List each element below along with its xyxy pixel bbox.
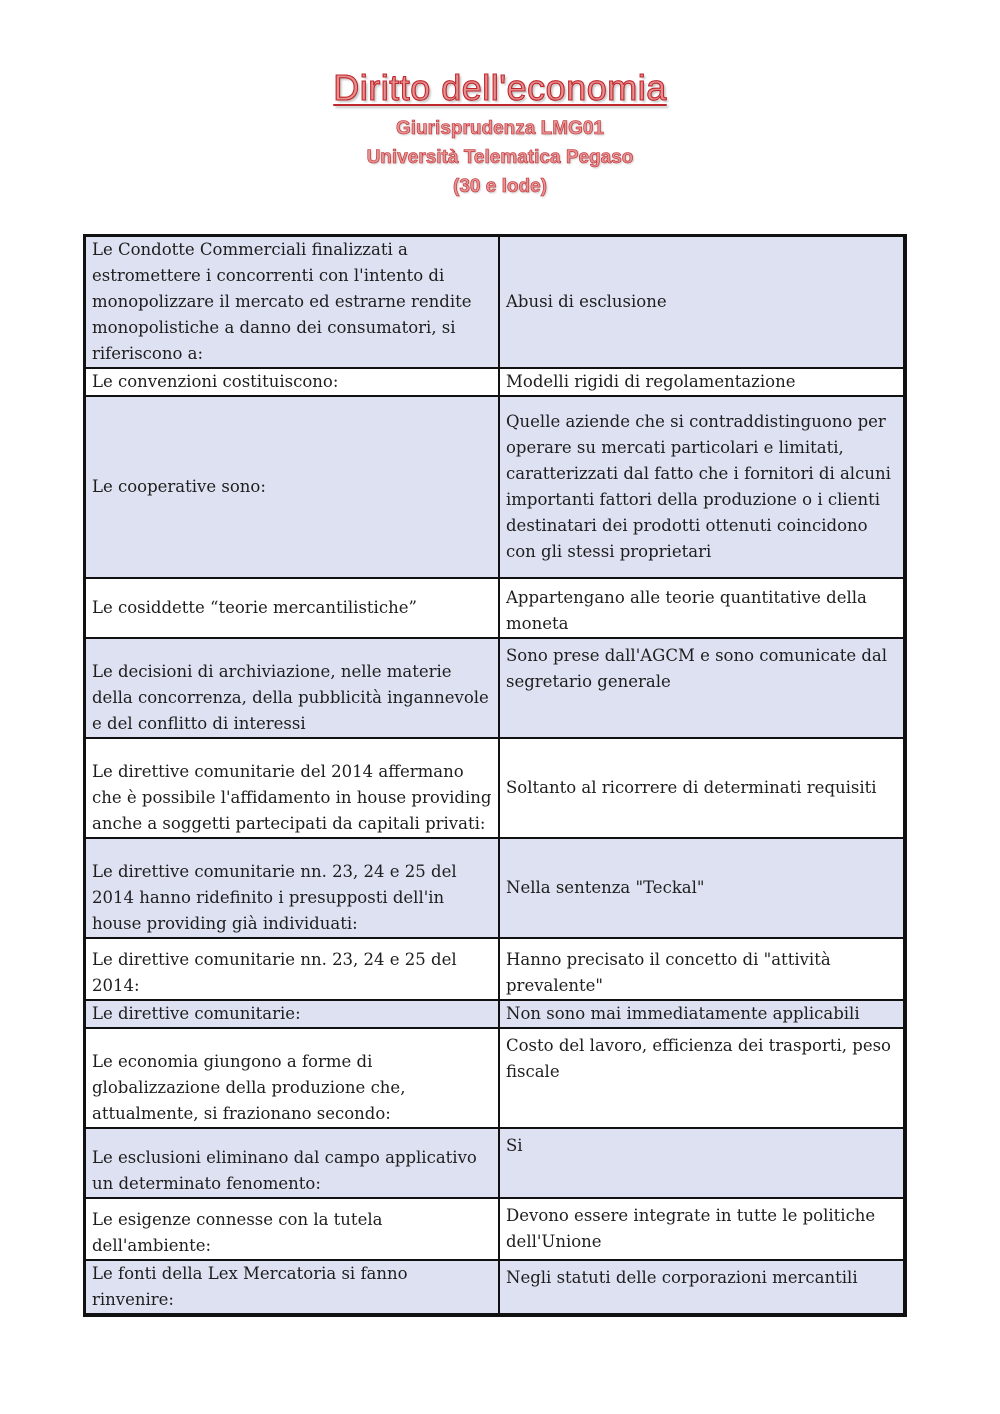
answer-cell: Sono prese dall'AGCM e sono comunicate dal segretario generale — [499, 638, 905, 738]
table-row — [85, 638, 906, 738]
answer-cell: Si — [499, 1128, 905, 1198]
answer-cell: Quelle aziende che si contraddistinguono per operare su mercati particolari e limitati, caratterizzati dal fatto che i fornitori di alcuni importanti fattori della produzione o i clienti destinatari dei prodotti ottenuti coincidono con gli stessi proprietari — [499, 396, 905, 578]
question-cell: Le convenzioni costituiscono: — [85, 368, 500, 396]
course-name: Giurisprudenza LMG01 — [396, 118, 604, 139]
qa-table — [83, 234, 907, 1317]
answer-cell: Nella sentenza "Teckal" — [499, 838, 905, 938]
table-row — [85, 1198, 906, 1260]
table-row — [85, 368, 906, 396]
table-row — [85, 838, 906, 938]
table-row — [85, 1128, 906, 1198]
question-cell: Le cosiddette “teorie mercantilistiche” — [85, 578, 500, 638]
question-cell: Le economia giungono a forme di globalizzazione della produzione che, attualmente, si frazionano secondo: — [85, 1028, 500, 1128]
answer-cell: Soltanto al ricorrere di determinati requisiti — [499, 738, 905, 838]
grade-note: (30 e lode) — [453, 176, 547, 197]
university-name: Università Telematica Pegaso — [366, 147, 634, 168]
question-cell: Le direttive comunitarie del 2014 affermano che è possibile l'affidamento in house providing anche a soggetti partecipati da capitali privati: — [85, 738, 500, 838]
answer-cell: Modelli rigidi di regolamentazione — [499, 368, 905, 396]
table-row — [85, 938, 906, 1000]
answer-cell: Non sono mai immediatamente applicabili — [499, 1000, 905, 1028]
question-cell: Le direttive comunitarie nn. 23, 24 e 25 del 2014: — [85, 938, 500, 1000]
answer-cell: Devono essere integrate in tutte le politiche dell'Unione — [499, 1198, 905, 1260]
table-row — [85, 396, 906, 578]
table-row — [85, 1260, 906, 1315]
table-row — [85, 578, 906, 638]
question-cell: Le esigenze connesse con la tutela dell'ambiente: — [85, 1198, 500, 1260]
question-cell: Le esclusioni eliminano dal campo applicativo un determinato fenomento: — [85, 1128, 500, 1198]
table-row — [85, 1028, 906, 1128]
document-title: Diritto dell'economia — [333, 67, 667, 108]
question-cell: Le decisioni di archiviazione, nelle materie della concorrenza, della pubblicità ingannevole e del conflitto di interessi — [85, 638, 500, 738]
answer-cell: Abusi di esclusione — [499, 236, 905, 369]
answer-cell: Negli statuti delle corporazioni mercantili — [499, 1260, 905, 1315]
table-row — [85, 738, 906, 838]
question-cell: Le direttive comunitarie nn. 23, 24 e 25 del 2014 hanno ridefinito i presupposti dell'in house providing già individuati: — [85, 838, 500, 938]
answer-cell: Costo del lavoro, efficienza dei trasporti, peso fiscale — [499, 1028, 905, 1128]
answer-cell: Appartengano alle teorie quantitative della moneta — [499, 578, 905, 638]
question-cell: Le Condotte Commerciali finalizzati a estromettere i concorrenti con l'intento di monopolizzare il mercato ed estrarne rendite monopolistiche a danno dei consumatori, si riferiscono a: — [85, 236, 500, 369]
table-row — [85, 1000, 906, 1028]
table-row — [85, 236, 906, 369]
question-cell: Le direttive comunitarie: — [85, 1000, 500, 1028]
document-header — [0, 62, 1000, 201]
answer-cell: Hanno precisato il concetto di "attività prevalente" — [499, 938, 905, 1000]
question-cell: Le fonti della Lex Mercatoria si fanno rinvenire: — [85, 1260, 500, 1315]
question-cell: Le cooperative sono: — [85, 396, 500, 578]
